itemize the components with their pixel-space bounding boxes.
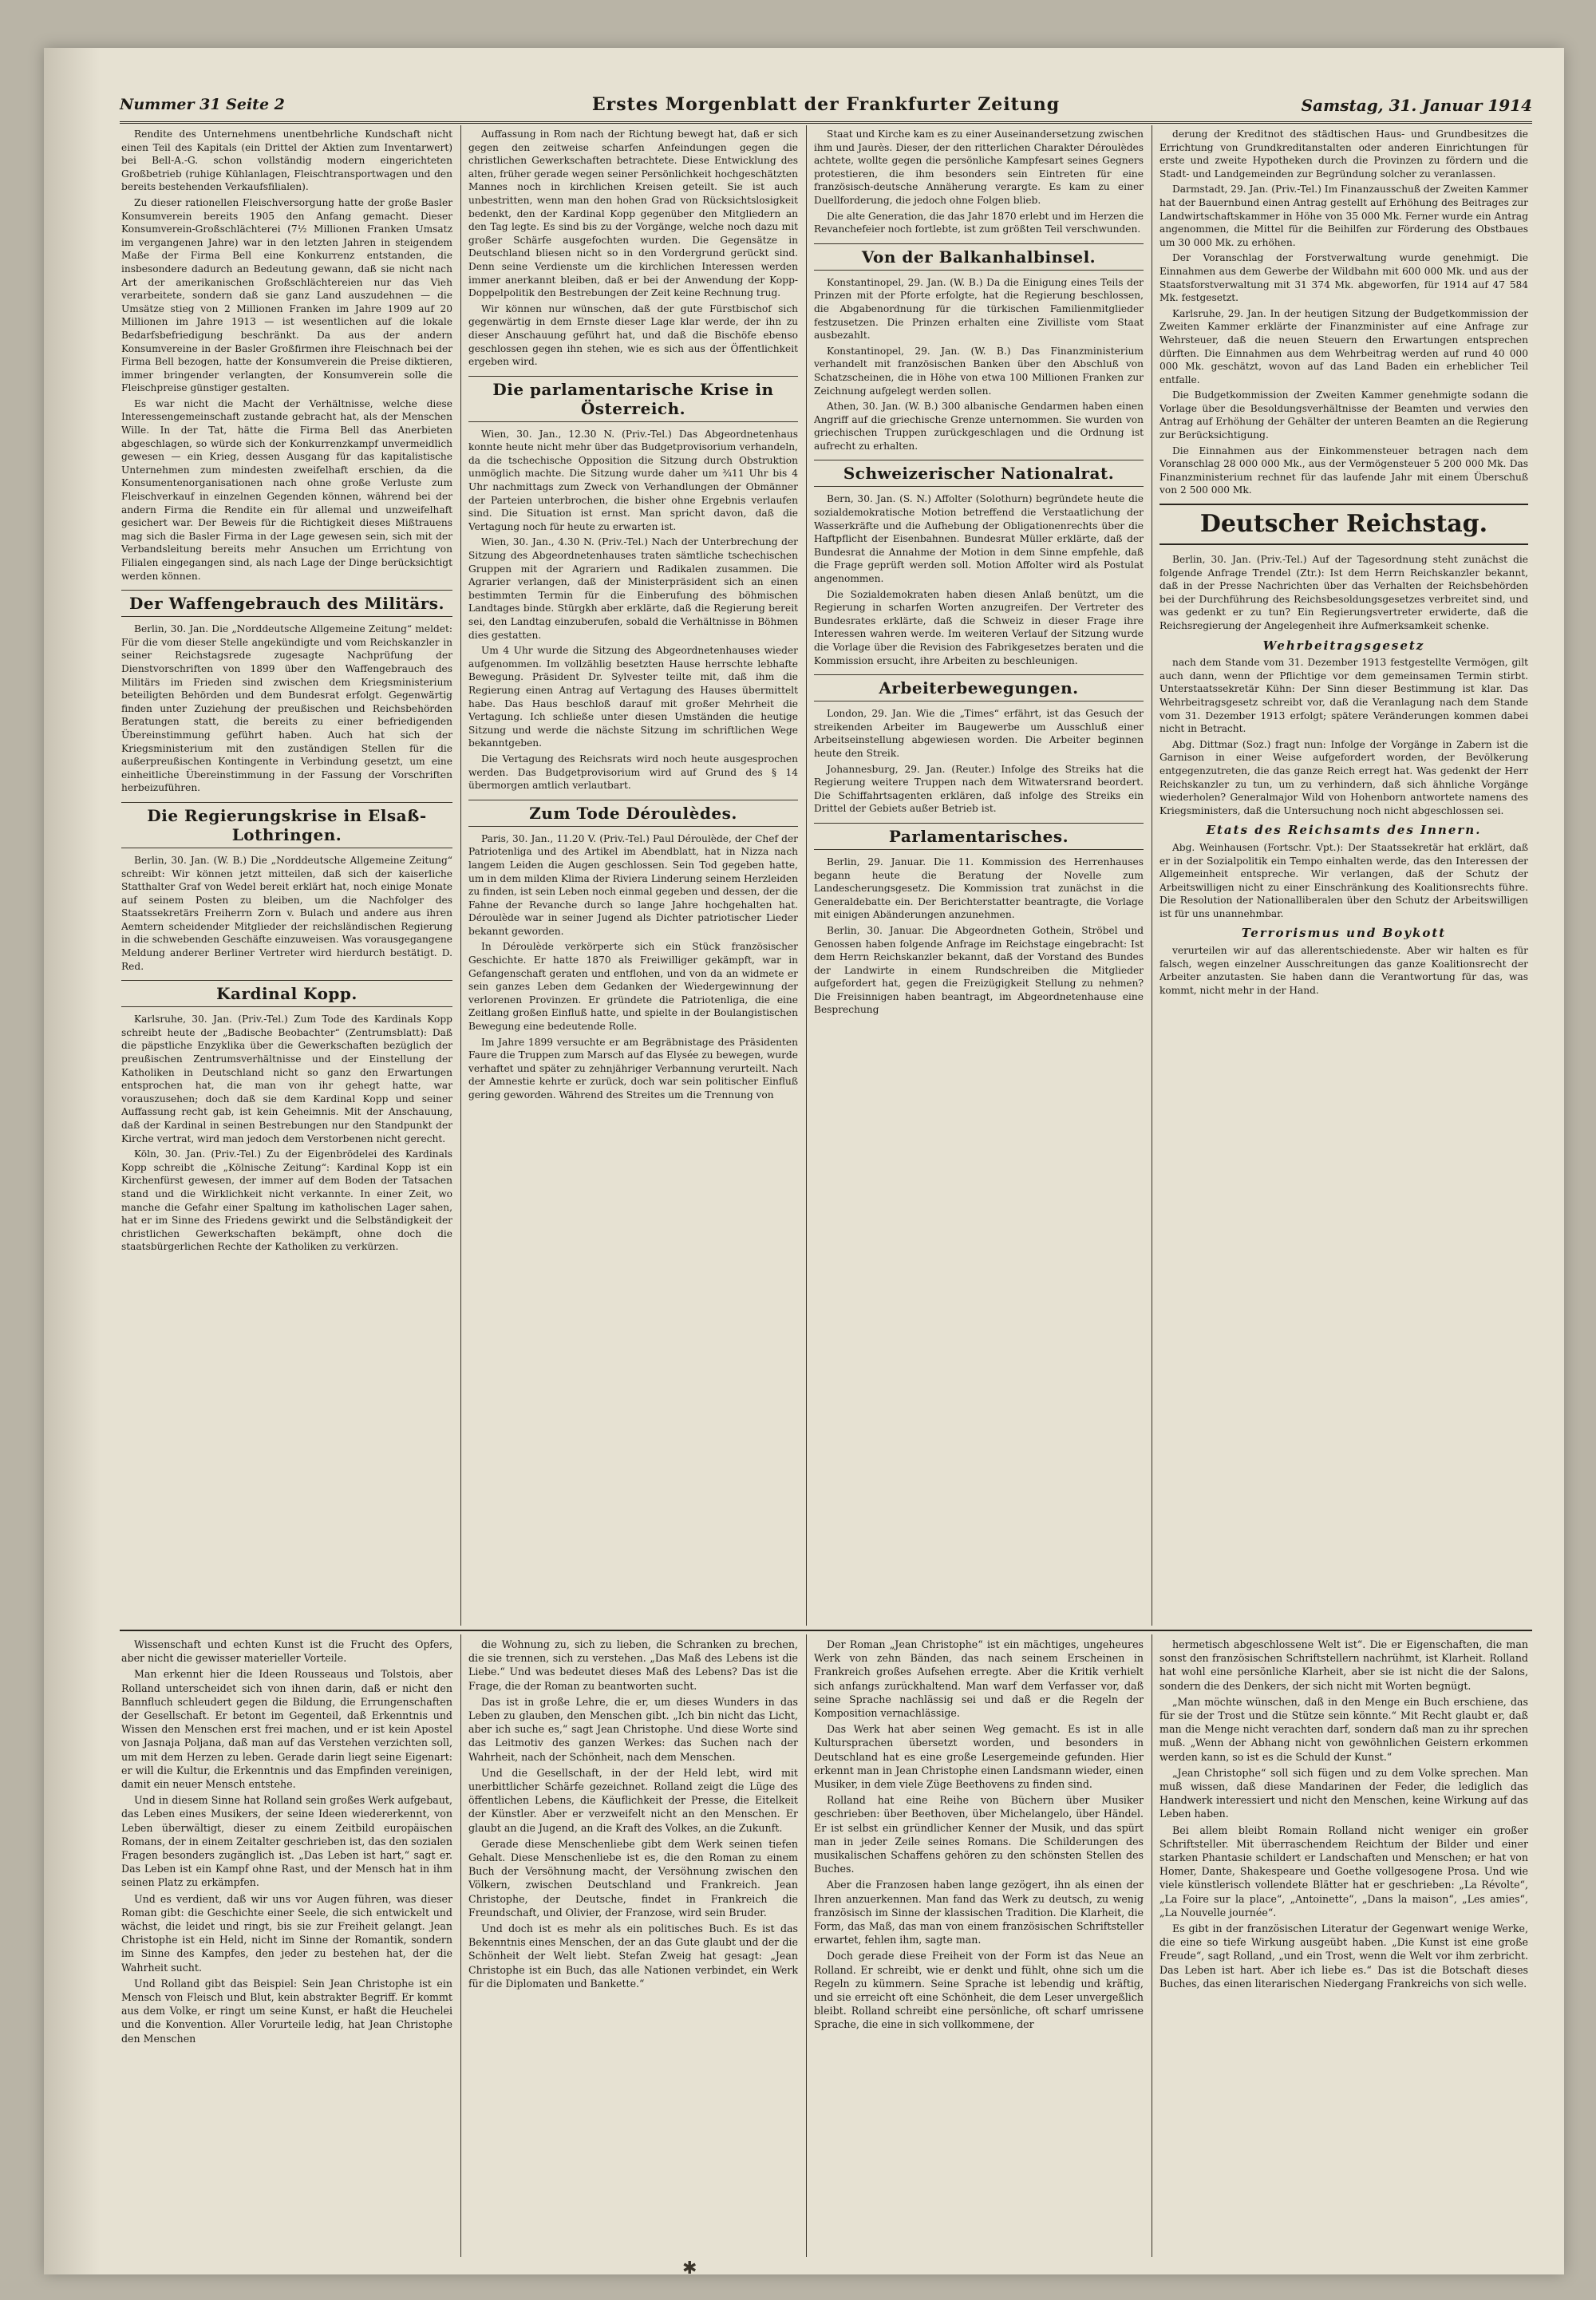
article-paragraph: Es war nicht die Macht der Verhältnisse, welche diese Interessengemeinschaft zustande gebracht hat, als der Menschen Wille. In der Tat, hätte die Firma Bell das Anerbieten abgeschlagen, so würde sich der Konkurrenzkampf unvermeidlich gewesen — ein Krieg, dessen Ausgang für das kapitalistische Unternehmen zum mindesten zweifelhaft erschien, da die Konsumentenorganisationen nach ohne große Verluste zum Fleischverkauf in einzelnen Gegenden können, während bei der andern Firma die Rendite ein für allemal und unzweifelhaft gesichert war. Der Beweis für die Richtigkeit dieses Mißtrauens mag sich die Basler Firma in der Lage gewesen sein, sich mit der Verbandsleitung bereits mehr Ansuchen um Errichtung von Filialen eingegangen sind, als nach Lage der Dinge berücksichtigt werden können.: [121, 397, 452, 582]
article-paragraph: Wien, 30. Jan., 4.30 N. (Priv.-Tel.) Nach der Unterbrechung der Sitzung des Abgeordnetenhauses traten sämtliche tschechischen Gruppen mit der Agrariern und Radikalen zusammen. Die Agrarier verlangen, daß der Ministerpräsident sich an einen bestimmten Termin für die Einberufung des böhmischen Landtages binde. Stürgkh aber erklärte, daß die Regierung bereit sei, den Landtag einzuberufen, sobald die Verhältnisse in Böhmen dies gestatten.: [468, 536, 798, 641]
feuilleton-paragraph: Man erkennt hier die Ideen Rousseaus und Tolstois, aber Rolland unterscheidet sich von ihnen darin, daß er nicht den Bannfluch schleudert gegen die Bildung, die Errungenschaften der Gesellschaft. Er betont im Gegenteil, daß Erkenntnis und Wissen den Menschen erst frei machen, und er ist kein Apostel von Jasnaja Poljana, daß man auf das Verstehen verzichten soll, um mit dem Herzen zu leben. Gerade darin liegt seine Eigenart: er will die Kultur, die Erkenntnis und das Empfinden vereinigen, damit ein neuer Mensch entstehe.: [121, 1668, 452, 1791]
feuilleton-paragraph: „Man möchte wünschen, daß in den Menge ein Buch erschiene, das für sie der Trost und die Stütze sein könnte.“ Mit Recht glaubt er, daß man die Menge nicht verachten darf, sondern daß man zu ihr sprechen muß. „Wenn der Abhang nicht von gewöhnlichen Geistern erkommen werden kann, so ist es die Schuld der Kunst.“: [1159, 1695, 1528, 1763]
article-paragraph: Der Voranschlag der Forstverwaltung wurde genehmigt. Die Einnahmen aus dem Gewerbe der Wildbahn mit 600 000 Mk. und aus der Staatsforstverwaltung mit 31 374 Mk. abgeworfen, für 1914 auf 47 584 Mk. festgesetzt.: [1159, 252, 1528, 304]
subhead-etat-innern: Etats des Reichsamts des Innern.: [1206, 823, 1482, 838]
feuilleton-paragraph: Wissenschaft und echten Kunst ist die Frucht des Opfers, aber nicht die gewisser materieller Vorteile.: [121, 1638, 452, 1665]
issue-date: Samstag, 31. Januar 1914: [1301, 96, 1532, 115]
subhead-wehrbeitrag: Wehrbeitragsgesetz: [1262, 638, 1425, 653]
article-paragraph: verurteilen wir auf das allerentschiedenste. Aber wir halten es für falsch, wegen einzelner Ausschreitungen das ganze Koalitionsrecht der Arbeiter anzutasten. Sie haben dann die Verantwortung für das, was kommt, nicht mehr in der Hand.: [1159, 945, 1528, 996]
feuilleton-paragraph: Aber die Franzosen haben lange gezögert, ihn als einen der Ihren anzuerkennen. Man fand das Werk zu deutsch, zu wenig französisch im Sinne der klassischen Tradition. Die Klarheit, die Form, das Maß, das man von einem französischen Schriftsteller erwartet, fehlen ihm, sagte man.: [814, 1879, 1144, 1946]
article-paragraph: Paris, 30. Jan., 11.20 V. (Priv.-Tel.) Paul Déroulède, der Chef der Patriotenliga und des Artikel im Abendblatt, hat in Nizza nach langem Leiden die Augen geschlossen. Sein Tod gegeben hatte, um in dem milden Klima der Riviera Linderung seinem Herzleiden zu finden, ist sein Leben noch einmal gegeben und dessen, der die Fahne der Revanche durch so lange Jahre hochgehalten hat. Déroulède war in seiner Jugend als Dichter patriotischer Lieder bekannt geworden.: [468, 832, 798, 937]
newspaper-page: [44, 48, 1564, 2274]
headline-reichstag: Deutscher Reichstag.: [1159, 504, 1528, 545]
article-paragraph: Zu dieser rationellen Fleischversorgung hatte der große Basler Konsumverein bereits 1905 den Anfang gemacht. Dieser Konsumverein-Großschlächterei (7½ Millionen Franken Umsatz im vergangenen Jahre) war in den letzten Jahren in steigendem Maße der Firma Bell eine Konkurrenz entstanden, die insbesondere dadurch an Bedeutung gewann, daß sie nicht nach Art der amerikanischen Großschlächtereien nur das Vieh verarbeitete, sondern daß sie ganz Land auszudehnen — die Umsätze stieg von 2 Millionen Franken im Jahre 1909 auf 20 Millionen im Jahre 1913 — ist wesentlichen auf die lokale Bedarfsbefriedigung beschränkt. Da aus der andern Konsumvereine in der Basler Großfirmen ihre Fleischnach bei der Firma Bell bezogen, hatte der Konsumverein die Preise diktieren, immer bringender verlangten, der Konsumverein solle die Fleischpreise günstiger gestalten.: [121, 196, 452, 394]
article-paragraph: Köln, 30. Jan. (Priv.-Tel.) Zu der Eigenbrödelei des Kardinals Kopp schreibt die „Kölnische Zeitung“: Kardinal Kopp ist ein Kirchenfürst gewesen, der immer auf dem Boden der Tatsachen stand und die Wirklichkeit nicht verkannte. In einer Zeit, wo manche die Gefahr einer Spaltung im katholischen Lager sahen, hat er im Sinne des Friedens gewirkt und die Selbständigkeit der christlichen Gewerkschaften bekämpft, ohne doch die staatsbürgerlichen Rechte der Katholiken zu verkürzen.: [121, 1148, 452, 1253]
newspaper-title: Erstes Morgenblatt der Frankfurter Zeitung: [591, 94, 1061, 115]
column-4: [1159, 128, 1528, 1624]
article-paragraph: Berlin, 30. Jan. Die „Norddeutsche Allgemeine Zeitung“ meldet: Für die vom dieser Stelle angekündigte und vom Reichskanzler in seiner Reichstagsrede zugesagte Nachprüfung der Dienstvorschriften von 1899 über den Waffengebrauch des Militärs im Frieden sind zwischen dem Kriegsministerium beteiligten Behörden und dem Bundesrat erfolgt. Gegenwärtig finden unter Zuziehung der preußischen und Reichsbehörden Beratungen statt, die bereits zu einer befriedigenden Übereinstimmung geführt haben. Auch hat sich der Kriegsministerium mit den zuständigen Stellen für die außerpreußischen Kontingente in Verbindung gesetzt, um eine einheitliche Übereinstimmung in der Fassung der Vorschriften herbeizuführen.: [121, 623, 452, 794]
feuilleton-paragraph: Der Roman „Jean Christophe“ ist ein mächtiges, ungeheures Werk von zehn Bänden, das nach seinem Erscheinen in Frankreich großes Aufsehen erregte. Aber die Kritik verhielt sich anfangs zurückhaltend. Man warf dem Verfasser vor, daß seine Sprache nachlässig sei und daß er die Regeln der Komposition vernachlässige.: [814, 1638, 1144, 1720]
feuilleton-column-3: [814, 1638, 1144, 2252]
article-paragraph: Abg. Dittmar (Soz.) fragt nun: Infolge der Vorgänge in Zabern ist die Garnison in einer Weise aufgefordert worden, der Bevölkerung entgegenzutreten, die das ganze Reich erregt hat. Was gedenkt der Herr Reichskanzler zu tun, um zu verhindern, daß sich ähnliche Vorgänge wiederholen? Generalmajor Wild von Hohenborn antwortete namens des Kriegsministers, daß die Untersuchung noch nicht abgeschlossen sei.: [1159, 738, 1528, 816]
article-paragraph: Wien, 30. Jan., 12.30 N. (Priv.-Tel.) Das Abgeordnetenhaus konnte heute nicht mehr über das Budgetprovisorium verhandeln, da die tschechische Opposition die Sitzung durch Obstruktion unmöglich machte. Die Sitzung wurde daher um ¾11 Uhr bis 4 Uhr nachmittags zum Zweck von Verhandlungen der Obmänner der Parteien unterbrochen, die bisher ohne Ergebnis verlaufen sind. Die Situation ist ernst. Man spricht davon, daß die Vertagung noch für heute zu erwarten ist.: [468, 428, 798, 532]
star-ornament-icon: ✱: [682, 2259, 697, 2274]
article-paragraph: Bern, 30. Jan. (S. N.) Affolter (Solothurn) begründete heute die sozialdemokratische Motion betreffend die Verstaatlichung der Wasserkräfte und die Aufhebung der Obligationenrechts über die Haftpflicht der Eisenbahnen. Bundesrat Müller erklärte, daß der Bundesrat die Annahme der Motion in dem Sinne empfehle, daß die Frage geprüft werden soll. Motion Affolter wird als Postulat angenommen.: [814, 493, 1144, 585]
feuilleton-paragraph: Bei allem bleibt Romain Rolland nicht weniger ein großer Schriftsteller. Mit überraschendem Reichtum der Bilder und einer starken Phantasie schildert er Landschaften und Menschen; er hat von Homer, Dante, Shakespeare und Goethe vollgesogene Prosa. Und wie viele künstlerisch vollendete Blätter hat er geschrieben: „La Révolte“, „La Foire sur la place“, „Antoinette“, „Dans la maison“, „Les amies“, „La Nouvelle journée“.: [1159, 1824, 1528, 1919]
headline-arbeiterbewegungen: Arbeiterbewegungen.: [814, 674, 1144, 701]
article-paragraph: Karlsruhe, 29. Jan. In der heutigen Sitzung der Budgetkommission der Zweiten Kammer erklärte der Finanzminister auf eine Anfrage zur Wehrsteuer, daß die neuen Steuern den Erwartungen entsprechen dürften. Die Einnahmen aus dem Wehrbeitrag werden auf rund 40 000 000 Mk. geschätzt, wovon auf das Land Baden ein erheblicher Teil entfalle.: [1159, 307, 1528, 385]
headline-waffengebrauch: Der Waffengebrauch des Militärs.: [121, 590, 452, 617]
article-paragraph: Johannesburg, 29. Jan. (Reuter.) Infolge des Streiks hat die Regierung weitere Truppen nach dem Witwatersrand beordert. Die Schiffahrtsagenten erklären, daß infolge des Streiks ein Drittel der Gebiets außer Betrieb ist.: [814, 763, 1144, 815]
article-paragraph: derung der Kreditnot des städtischen Haus- und Grundbesitzes die Errichtung von Grundkreditanstalten oder anderen Einrichtungen für erste und zweite Hypotheken durch die Provinzen zu fördern und die Stadt- und Landgemeinden zur Begründung solcher zu veranlassen.: [1159, 128, 1528, 180]
article-paragraph: Berlin, 30. Januar. Die Abgeordneten Gothein, Ströbel und Genossen haben folgende Anfrage im Reichstage eingebracht: Ist dem Herrn Reichskanzler bekannt, daß der Vorstand des Bundes der Landwirte in einem Rundschreiben die Mitglieder aufgefordert hat, gegen die Freizügigkeit Stellung zu nehmen? Die Freisinnigen haben beantragt, im Abgeordnetenhause eine Besprechung: [814, 924, 1144, 1016]
article-paragraph: Berlin, 30. Jan. (W. B.) Die „Norddeutsche Allgemeine Zeitung“ schreibt: Wir können jetzt mitteilen, daß sich der kaiserliche Statthalter Graf von Wedel bereit erklärt hat, noch einige Monate auf seinem Posten zu bleiben, um die Nachfolger des Staatssekretärs Freiherrn Zorn v. Bulach und andere aus ihren Aemtern scheidender Mitglieder der reichsländischen Regierung in die schwebenden Geschäfte einzuweisen. Was vorausgegangene Meldung anderer Berliner Vertreter wird hierdurch bestätigt. D. Red.: [121, 854, 452, 972]
article-paragraph: Auffassung in Rom nach der Richtung bewegt hat, daß er sich gegen den zeitweise scharfen Anfeindungen gegen die christlichen Gewerkschaften betrachtete. Diese Entwicklung des alten, früher gerade wegen seiner Persönlichkeit hochgeschätzten Mannes noch in kirchlichen Kreisen geteilt. Sie ist auch unbestritten, wenn man den hohen Grad von Rücksichtslosigkeit bedenkt, den der Kardinal Kopp gegenüber den Mitgliedern an den Tag legte. Es sind bis zu der Vorgänge, welche noch dazu mit großer Schärfe ausgefochten wurden. Die Gegensätze in Deutschland bliesen nicht so in den Vordergrund gerückt sind. Denn seine Verdienste um die kirchlichen Interessen werden immer anerkannt bleiben, daß er bei der Anwendung der Kopp-Doppelpolitik den Bestrebungen der Zeit keine Rechnung trug.: [468, 128, 798, 299]
subhead-terrorismus: Terrorismus und Boykott: [1241, 926, 1447, 941]
feuilleton-paragraph: „Jean Christophe“ soll sich fügen und zu dem Volke sprechen. Man muß wissen, daß diese Mandarinen der Feder, die lediglich das Handwerk interessiert und nicht den Menschen, keine Wirkung auf das Leben haben.: [1159, 1766, 1528, 1820]
article-paragraph: Rendite des Unternehmens unentbehrliche Kundschaft nicht einen Teil des Kapitals (ein Drittel der Aktien zum Inventarwert) bei Bell-A.-G. schon vollständig modern eingerichteten Großbetrieb (ruhige Kühlanlagen, Fleischtransportwagen und den bereits bestehenden Verkaufsfilialen).: [121, 128, 452, 193]
column-1: [121, 128, 452, 1624]
article-paragraph: Darmstadt, 29. Jan. (Priv.-Tel.) Im Finanzausschuß der Zweiten Kammer hat der Bauernbund einen Antrag gestellt auf Erhöhung des Beitrages zur Landwirtschaftskammer in Höhe von 35 000 Mk. Ferner wurde ein Antrag angenommen, die Mittel für die Beihilfen zur Förderung des Obstbaues um 30 000 Mk. zu erhöhen.: [1159, 184, 1528, 248]
feuilleton-paragraph: Doch gerade diese Freiheit von der Form ist das Neue an Rolland. Er schreibt, wie er denkt und fühlt, ohne sich um die Regeln zu kümmern. Seine Sprache ist lebendig und kräftig, und sie erreicht oft eine Schönheit, die dem Leser unvergeßlich bleibt. Rolland schreibt eine persönliche, oft scharf umrissene Sprache, die eine in sich vollkommene, der: [814, 1950, 1144, 2031]
feuilleton-paragraph: Rolland hat eine Reihe von Büchern über Musiker geschrieben: über Beethoven, über Michelangelo, über Händel. Er ist selbst ein gründlicher Kenner der Musik, und das spürt man in jeder Zeile seines Romans. Die Schilderungen des musikalischen Schaffens gehören zu den schönsten Stellen des Buches.: [814, 1794, 1144, 1875]
headline-parlamentarisches: Parlamentarisches.: [814, 823, 1144, 850]
article-paragraph: Die Vertagung des Reichsrats wird noch heute ausgesprochen werden. Das Budgetprovisorium wird auf Grund des § 14 übermorgen amtlich verlautbart.: [468, 753, 798, 792]
feuilleton-paragraph: Das Werk hat aber seinen Weg gemacht. Es ist in alle Kultursprachen übersetzt worden, und besonders in Deutschland hat es eine große Lesergemeinde gefunden. Hier erkennt man in Jean Christophe einen Landsmann wieder, einen Musiker, in dem viele Züge Beethovens zu finden sind.: [814, 1723, 1144, 1791]
column-rule: [460, 125, 461, 1626]
feuilleton-paragraph: Und Rolland gibt das Beispiel: Sein Jean Christophe ist ein Mensch von Fleisch und Blut, kein abstrakter Begriff. Er kommt aus dem Volke, er ringt um seine Kunst, er haßt die Heuchelei und die Konvention. Aller Vorurteile ledig, hat Jean Christophe den Menschen: [121, 1977, 452, 2045]
article-paragraph: Konstantinopel, 29. Jan. (W. B.) Da die Einigung eines Teils der Prinzen mit der Pforte erfolgte, hat die Regierung beschlossen, die Abgabenordnung für die türkischen Familienmitglieder festzusetzen. Die Prinzen erhalten eine Zivilliste vom Staat ausbezahlt.: [814, 276, 1144, 342]
article-paragraph: London, 29. Jan. Wie die „Times“ erfährt, ist das Gesuch der streikenden Arbeiter im Baugewerbe um Ausschluß einer Arbeitseinstellung abgewiesen worden. Die Arbeiter beginnen heute den Streik.: [814, 708, 1144, 759]
headline-kardinal-kopp: Kardinal Kopp.: [121, 980, 452, 1007]
feuilleton-paragraph: Und die Gesellschaft, in der der Held lebt, wird mit unerbittlicher Schärfe gezeichnet. Rolland zeigt die Lüge des öffentlichen Lebens, die Käuflichkeit der Presse, die Eitelkeit der Künstler. Aber er verzweifelt nicht an den Menschen. Er glaubt an die Jugend, an die Kraft des Volkes, an die Zukunft.: [468, 1766, 798, 1834]
column-rule: [806, 125, 807, 1626]
article-paragraph: Die Einnahmen aus der Einkommensteuer betragen nach dem Voranschlag 28 000 000 Mk., aus der Vermögensteuer 5 200 000 Mk. Das Finanzministerium rechnet für das laufende Jahr mit einem Überschuß von 2 500 000 Mk.: [1159, 445, 1528, 496]
column-2: [468, 128, 798, 1624]
article-paragraph: Die Sozialdemokraten haben diesen Anlaß benützt, um die Regierung in scharfen Worten anzugreifen. Der Vertreter des Bundesrates erklärte, daß die Schweiz in dieser Frage ihre Interessen wahren werde. Im weiteren Verlauf der Sitzung wurde die Vorlage über die Revision des Fabrikgesetzes beraten und die Kommission ersucht, ihre Arbeiten zu beschleunigen.: [814, 588, 1144, 666]
headline-deroulede: Zum Tode Déroulèdes.: [468, 800, 798, 827]
column-3: [814, 128, 1144, 1624]
headline-nationalrat: Schweizerischer Nationalrat.: [814, 460, 1144, 487]
column-rule: [806, 1634, 807, 2257]
feuilleton-paragraph: Das ist in große Lehre, die er, um dieses Wunders in das Leben zu glauben, den Menschen gibt. „Ich bin nicht das Licht, aber ich suche es,“ sagt Jean Christophe. Und diese Worte sind das Leitmotiv des ganzen Werkes: das Suchen nach der Wahrheit, nach der Schönheit, nach dem Menschen.: [468, 1695, 798, 1763]
feuilleton-column-1: [121, 1638, 452, 2252]
feuilleton-column-4: [1159, 1638, 1528, 2252]
article-paragraph: Berlin, 30. Jan. (Priv.-Tel.) Auf der Tagesordnung steht zunächst die folgende Anfrage Trendel (Ztr.): Ist dem Herrn Reichskanzler bekannt, daß in der Presse Nachrichten über das Verhalten der Reichsbehörden bei der Durchführung des Reichsbesoldungsgesetzes verbreitet sind, und was gedenkt er zu tun? Ein Regierungsvertreter erwiderte, daß die Reichsregierung der Angelegenheit ihre Aufmerksamkeit schenke.: [1159, 554, 1528, 631]
feuilleton-column-2: [468, 1638, 798, 2252]
column-rule: [460, 1634, 461, 2257]
article-paragraph: In Déroulède verkörperte sich ein Stück französischer Geschichte. Er hatte 1870 als Freiwilliger gekämpft, war in Gefangenschaft geraten und entflohen, und von da an widmete er sein ganzes Leben dem Gedanken der Wiedergewinnung der verlorenen Provinzen. Er gründete die Patriotenliga, die eine Zeitlang großen Einfluß hatte, und spielte in der Boulangistischen Bewegung eine bedeutende Rolle.: [468, 941, 798, 1033]
masthead: [120, 89, 1532, 124]
article-paragraph: Karlsruhe, 30. Jan. (Priv.-Tel.) Zum Tode des Kardinals Kopp schreibt heute der „Badische Beobachter“ (Zentrumsblatt): Daß die päpstliche Enzyklika über die Gewerkschaften bezüglich der preußischen Zentrumsverhältnisse und der Einstellung der Katholiken in Deutschland nicht so ganz den Erwartungen entsprochen hat, die man von ihr gehegt hatte, war vorauszusehen; doch daß sie dem Kardinal Kopp und seiner Auffassung recht gab, ist kein Geheimnis. Mit der Anschauung, daß der Kardinal in seinen Bestrebungen nur den Standpunkt der Kirche vertrat, wird man jedoch dem Verstorbenen nicht gerecht.: [121, 1014, 452, 1144]
article-paragraph: Um 4 Uhr wurde die Sitzung des Abgeordnetenhauses wieder aufgenommen. Im vollzählig besetzten Hause herrschte lebhafte Bewegung. Präsident Dr. Sylvester teilte mit, daß ihm die Regierung einen Antrag auf Vertagung des Hauses übermittelt habe. Das Haus beschloß darauf mit großer Mehrheit die Vertagung. Ich schließe unter diesen Umständen die heutige Sitzung und werde die nächste Sitzung im schriftlichen Wege bekanntgeben.: [468, 645, 798, 749]
article-paragraph: Berlin, 29. Januar. Die 11. Kommission des Herrenhauses begann heute die Beratung der Novelle zum Landescherungsgesetz. Die Kommission trat zunächst in die Generaldebatte ein. Der Berichterstatter beantragte, die Vorlage mit einigen Abänderungen anzunehmen.: [814, 856, 1144, 921]
article-paragraph: Die Budgetkommission der Zweiten Kammer genehmigte sodann die Vorlage über die Besoldungsverhältnisse der Beamten und verwies den Antrag auf Erhöhung der Gehälter der unteren Beamten an die Regierung zur Berücksichtigung.: [1159, 389, 1528, 441]
article-paragraph: Konstantinopel, 29. Jan. (W. B.) Das Finanzministerium verhandelt mit französischen Banken über den Abschluß von Schatzscheinen, die in Höhe von etwa 100 Millionen Franken zur Zeichnung aufgelegt werden sollen.: [814, 345, 1144, 397]
feuilleton-paragraph: Es gibt in der französischen Literatur der Gegenwart wenige Werke, die eine so tiefe Wirkung ausgeübt haben. „Die Kunst ist eine große Freude“, sagt Rolland, „und ein Trost, wenn die Welt vor ihm zerbricht. Das Leben ist hart. Aber ich liebe es.“ Das ist die Botschaft dieses Buches, das einen literarischen Niedergang Frankreichs von sich welle.: [1159, 1923, 1528, 1990]
headline-regierungskrise: Die Regierungskrise in Elsaß-Lothringen.: [121, 802, 452, 848]
article-paragraph: Staat und Kirche kam es zu einer Auseinandersetzung zwischen ihm und Jaurès. Dieser, der den ritterlichen Charakter Déroulèdes achtete, wollte gegen die persönliche Kampfesart seines Gegners protestieren, die ihm besonders sein Eintreten für eine französisch-deutsche Annäherung verargte. Es kam zu einer Duellforderung, die jedoch ohne Folgen blieb.: [814, 128, 1144, 206]
headline-parlamentarische-krise: Die parlamentarische Krise in Österreich.: [468, 376, 798, 422]
feuilleton-paragraph: Und in diesem Sinne hat Rolland sein großes Werk aufgebaut, das Leben eines Musikers, der seine Ideen wiedererkennt, von Leben überwältigt, dieser zu einem Zeitbild europäischen Romans, der in einem Zeitalter geschrieben ist, das den sozialen Fragen besonders zugänglich ist. „Das Leben ist hart,“ sagt er. Das Leben ist ein Kampf ohne Rast, und der Mensch hat in ihm seinen Platz zu erkämpfen.: [121, 1794, 452, 1889]
feuilleton-paragraph: Und doch ist es mehr als ein politisches Buch. Es ist das Bekenntnis eines Menschen, der an das Gute glaubt und der die Schönheit der Welt liebt. Stefan Zweig hat gesagt: „Jean Christophe ist ein Buch, das alle Nationen verbindet, ein Werk für die Diplomaten und Bankette.“: [468, 1923, 798, 1990]
article-paragraph: Die alte Generation, die das Jahr 1870 erlebt und im Herzen die Revanchefeier noch fortlebte, ist zum größten Teil verschwunden.: [814, 210, 1144, 235]
article-paragraph: Abg. Weinhausen (Fortschr. Vpt.): Der Staatssekretär hat erklärt, daß er in der Sozialpolitik ein Tempo einhalten werde, das den Interessen der Allgemeinheit entspreche. Wir verlangen, daß der Schutz der Arbeitswilligen nicht zu einer Einschränkung des Koalitionsrechts führe. Die Resolution der Nationalliberalen über den Schutz der Arbeitswilligen ist für uns unannehmbar.: [1159, 841, 1528, 919]
article-paragraph: Wir können nur wünschen, daß der gute Fürstbischof sich gegenwärtig in dem Ernste dieser Lage klar werde, der ihn zu dieser Anschauung geführt hat, und daß die Bischöfe ebenso geschlossen gegen ihn stehen, wie es sich aus der Öffentlichkeit ergeben wird.: [468, 302, 798, 368]
feuilleton-paragraph: die Wohnung zu, sich zu lieben, die Schranken zu brechen, die sie trennen, sich zu verstehen. „Das Maß des Lebens ist die Liebe.“ Und was bedeutet dieses Maß des Lebens? Das ist die Frage, die der Roman zu beantworten sucht.: [468, 1638, 798, 1692]
article-paragraph: nach dem Stande vom 31. Dezember 1913 festgestellte Vermögen, gilt auch dann, wenn der Pflichtige vor dem gemeinsamen Termin stirbt. Unterstaatssekretär Kühn: Der Sinn dieser Bestimmung ist klar. Das Wehrbeitragsgesetz schreibt vor, daß die Veranlagung nach dem Stande vom 31. Dezember 1913 erfolgt; spätere Veränderungen kommen dabei nicht in Betracht.: [1159, 657, 1528, 735]
feuilleton-paragraph: hermetisch abgeschlossene Welt ist“. Die er Eigenschaften, die man sonst den französischen Schriftstellern nachrühmt, ist Klarheit. Rolland hat wohl eine persönliche Klarheit, aber sie ist nicht die der Salons, sondern die des Denkers, der sich nicht mit Worten begnügt.: [1159, 1638, 1528, 1692]
feuilleton-paragraph: Und es verdient, daß wir uns vor Augen führen, was dieser Roman gibt: die Geschichte einer Seele, die sich entwickelt und wächst, die leidet und ringt, bis sie zur Freiheit gelangt. Jean Christophe ist ein Held, nicht im Sinne der Romantik, sondern im Sinne des Kampfes, den jeder zu bestehen hat, der die Wahrheit sucht.: [121, 1892, 452, 1974]
feuilleton-paragraph: Gerade diese Menschenliebe gibt dem Werk seinen tiefen Gehalt. Diese Menschenliebe ist es, die den Roman zu einem Buch der Versöhnung macht, der Versöhnung zwischen den Völkern, zwischen Deutschland und Frankreich. Jean Christophe, der Deutsche, findet in Frankreich die Freundschaft, und Olivier, der Franzose, wird sein Bruder.: [468, 1837, 798, 1919]
article-paragraph: Im Jahre 1899 versuchte er am Begräbnistage des Präsidenten Faure die Truppen zum Marsch auf das Elysée zu bewegen, wurde verhaftet und später zu zehnjähriger Verbannung verurteilt. Nach der Amnestie kehrte er zurück, doch war sein politischer Einfluß gering geworden. Während des Streites um die Trennung von: [468, 1036, 798, 1101]
article-paragraph: Athen, 30. Jan. (W. B.) 300 albanische Gendarmen haben einen Angriff auf die griechische Grenze unternommen. Sie wurden von griechischen Truppen zurückgeschlagen und die Ordnung ist aufrecht zu erhalten.: [814, 401, 1144, 452]
feuilleton-rule: [120, 1630, 1532, 1631]
issue-number: Nummer 31 Seite 2: [120, 96, 285, 113]
headline-balkanhalbinsel: Von der Balkanhalbinsel.: [814, 243, 1144, 271]
